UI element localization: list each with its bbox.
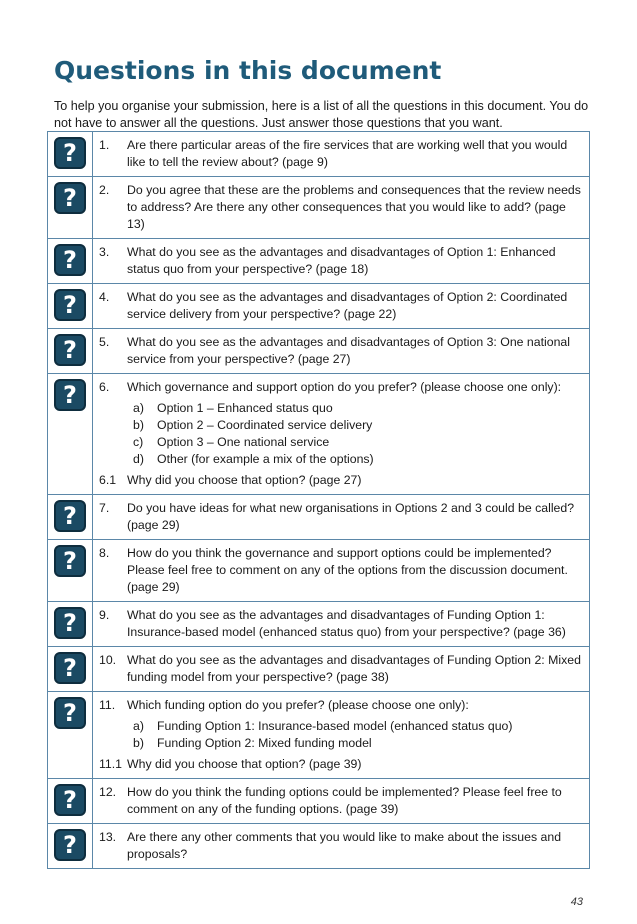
question-row <box>48 779 590 824</box>
option-text: Option 1 – Enhanced status quo <box>157 401 333 415</box>
question-mark-icon: ? <box>54 500 86 532</box>
option-list <box>133 718 581 752</box>
question-row <box>48 692 590 779</box>
question-text-cell <box>93 540 590 602</box>
option-item <box>133 434 581 451</box>
questions-table <box>47 131 590 869</box>
question-number: 3. <box>99 245 110 259</box>
question-line <box>99 334 581 368</box>
sub-question-text: Why did you choose that option? (page 39) <box>127 757 362 771</box>
question-text-cell <box>93 779 590 824</box>
question-mark-icon: ? <box>54 545 86 577</box>
question-text-cell <box>93 132 590 177</box>
option-letter: b) <box>133 418 144 432</box>
question-text-cell <box>93 329 590 374</box>
question-number: 6. <box>99 380 110 394</box>
option-item <box>133 735 581 752</box>
option-letter: d) <box>133 452 144 466</box>
question-line <box>99 379 581 396</box>
question-line <box>99 784 581 818</box>
question-number: 7. <box>99 501 110 515</box>
question-number: 13. <box>99 830 117 844</box>
option-letter: c) <box>133 435 144 449</box>
question-icon-cell <box>48 602 93 647</box>
question-row <box>48 132 590 177</box>
question-line <box>99 607 581 641</box>
question-mark-icon: ? <box>54 829 86 861</box>
option-item <box>133 417 581 434</box>
question-row <box>48 177 590 239</box>
sub-question-number: 11.1 <box>99 757 123 771</box>
question-text: What do you see as the advantages and disadvantages of Option 2: Coordinated service delivery from your perspective? (page 22) <box>127 290 568 321</box>
question-text: What do you see as the advantages and disadvantages of Option 3: One national service from your perspective? (page 27) <box>127 335 570 366</box>
sub-question <box>99 756 581 773</box>
option-item <box>133 400 581 417</box>
question-text: What do you see as the advantages and disadvantages of Funding Option 2: Mixed funding model from your perspective? (page 38) <box>127 653 581 684</box>
question-icon-cell <box>48 647 93 692</box>
question-icon-cell <box>48 374 93 495</box>
question-row <box>48 602 590 647</box>
question-mark-icon: ? <box>54 289 86 321</box>
question-text: Which funding option do you prefer? (please choose one only): <box>127 698 469 712</box>
question-mark-icon: ? <box>54 652 86 684</box>
question-icon-cell <box>48 284 93 329</box>
question-line <box>99 500 581 534</box>
question-text: What do you see as the advantages and disadvantages of Funding Option 1: Insurance-based model (enhanced status quo) from your perspective? (page 36) <box>127 608 566 639</box>
question-text-cell <box>93 177 590 239</box>
question-line <box>99 829 581 863</box>
question-icon-cell <box>48 540 93 602</box>
sub-question-number: 6.1 <box>99 473 117 487</box>
question-number: 10. <box>99 653 117 667</box>
question-text: Are there particular areas of the fire services that are working well that you would like to tell the review about? (page 9) <box>127 138 568 169</box>
question-text: What do you see as the advantages and disadvantages of Option 1: Enhanced status quo from your perspective? (page 18) <box>127 245 556 276</box>
question-text-cell <box>93 602 590 647</box>
question-row <box>48 239 590 284</box>
question-text-cell <box>93 692 590 779</box>
question-mark-icon: ? <box>54 244 86 276</box>
question-row <box>48 374 590 495</box>
question-number: 11. <box>99 698 116 712</box>
question-number: 12. <box>99 785 117 799</box>
question-text: How do you think the funding options could be implemented? Please feel free to comment on any of the funding options. (page 39) <box>127 785 562 816</box>
question-mark-icon: ? <box>54 784 86 816</box>
question-icon-cell <box>48 329 93 374</box>
option-item <box>133 718 581 735</box>
question-line <box>99 182 581 233</box>
question-icon-cell <box>48 779 93 824</box>
option-letter: b) <box>133 736 144 750</box>
question-row <box>48 647 590 692</box>
question-line <box>99 289 581 323</box>
question-icon-cell <box>48 495 93 540</box>
question-line <box>99 244 581 278</box>
question-mark-icon: ? <box>54 182 86 214</box>
question-number: 8. <box>99 546 110 560</box>
question-row <box>48 540 590 602</box>
option-text: Funding Option 2: Mixed funding model <box>157 736 372 750</box>
question-icon-cell <box>48 132 93 177</box>
option-letter: a) <box>133 401 144 415</box>
option-text: Other (for example a mix of the options) <box>157 452 374 466</box>
question-icon-cell <box>48 692 93 779</box>
question-number: 4. <box>99 290 110 304</box>
option-item <box>133 451 581 468</box>
question-icon-cell <box>48 177 93 239</box>
question-text-cell <box>93 284 590 329</box>
question-line <box>99 545 581 596</box>
question-mark-icon: ? <box>54 607 86 639</box>
option-list <box>133 400 581 468</box>
page-number: 43 <box>570 896 583 908</box>
question-row <box>48 284 590 329</box>
question-line <box>99 137 581 171</box>
question-mark-icon: ? <box>54 334 86 366</box>
question-text: Are there any other comments that you would like to make about the issues and proposals? <box>127 830 562 861</box>
question-number: 1. <box>99 138 110 152</box>
option-text: Option 2 – Coordinated service delivery <box>157 418 373 432</box>
question-row <box>48 824 590 869</box>
intro-paragraph: To help you organise your submission, here is a list of all the questions in this document. You do not have to answer all the questions. Just answer those questions that you want. <box>54 99 589 130</box>
question-text-cell <box>93 374 590 495</box>
question-row <box>48 329 590 374</box>
sub-question <box>99 472 581 489</box>
question-text: Do you have ideas for what new organisations in Options 2 and 3 could be called? (page 29) <box>127 501 575 532</box>
question-icon-cell <box>48 824 93 869</box>
question-text: Do you agree that these are the problems and consequences that the review needs to address? Are there any other consequences that you would like to add? (page 13) <box>127 183 581 231</box>
question-text-cell <box>93 495 590 540</box>
option-text: Funding Option 1: Insurance-based model (enhanced status quo) <box>157 719 513 733</box>
question-mark-icon: ? <box>54 137 86 169</box>
question-text: How do you think the governance and support options could be implemented? Please feel free to comment on any of the options from the discussion document. (page 29) <box>127 546 568 594</box>
question-row <box>48 495 590 540</box>
question-mark-icon: ? <box>54 379 86 411</box>
question-line <box>99 697 581 714</box>
option-text: Option 3 – One national service <box>157 435 330 449</box>
question-text: Which governance and support option do you prefer? (please choose one only): <box>127 380 562 394</box>
question-number: 2. <box>99 183 110 197</box>
question-line <box>99 652 581 686</box>
question-text-cell <box>93 647 590 692</box>
sub-question-text: Why did you choose that option? (page 27) <box>127 473 362 487</box>
question-mark-icon: ? <box>54 697 86 729</box>
option-letter: a) <box>133 719 144 733</box>
question-text-cell <box>93 824 590 869</box>
question-number: 5. <box>99 335 110 349</box>
question-icon-cell <box>48 239 93 284</box>
question-number: 9. <box>99 608 110 622</box>
question-text-cell <box>93 239 590 284</box>
page-title: Questions in this document <box>54 56 442 85</box>
